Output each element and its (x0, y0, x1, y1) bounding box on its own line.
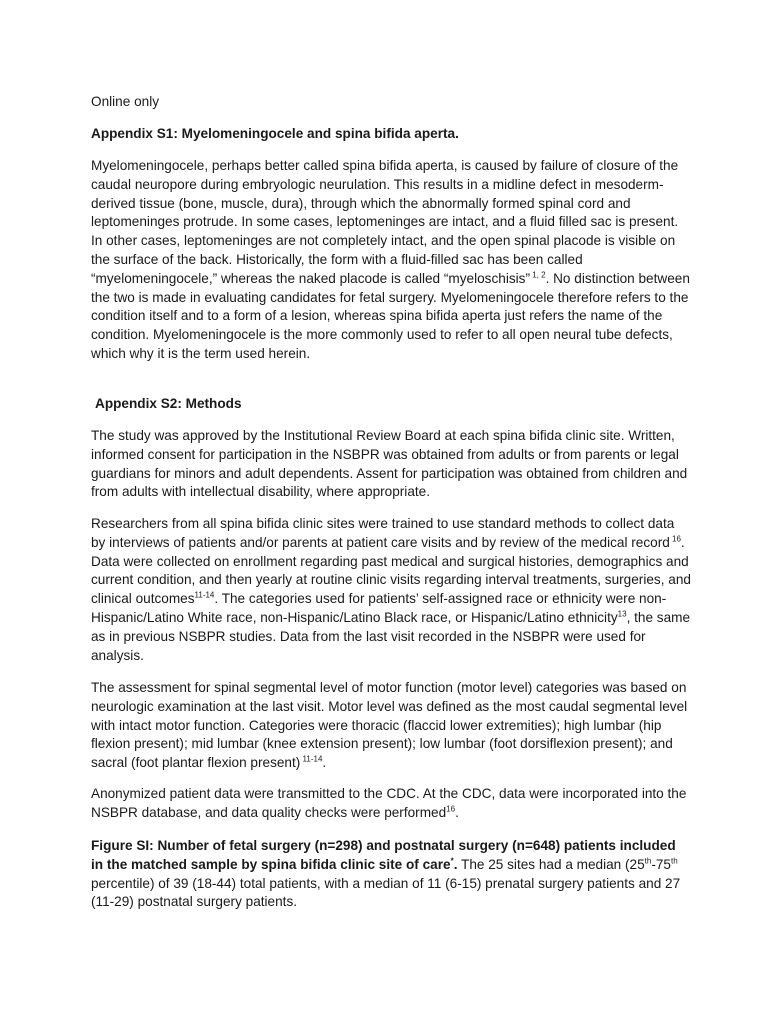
s2-paragraph-3 (91, 679, 691, 773)
s2-p2-ref2: 11-14 (194, 590, 215, 600)
s1-text-a: Myelomeningocele, perhaps better called spina bifida aperta, is caused by failure of closure of the caudal neuropore during embryologic neurulation. This results in a midline defect in mesoderm-derived tissue (bone, muscle, dura), through which the abnormally formed spinal cord and leptomeninges protrude. In some cases, leptomeninges are intact, and a fluid filled sac is present. In other cases, leptomeninges are not completely intact, and the open spinal placode is visible on the surface of the back. Historically, the form with a fluid-filled sac has been called “myelomeningocele,” whereas the naked placode is called “myeloschisis” (91, 158, 679, 286)
s2-p3-text (91, 679, 691, 773)
s1-paragraph-text (91, 157, 691, 364)
appendix-s1-paragraph (91, 157, 691, 364)
s2-p4-ref: 16 (446, 804, 456, 814)
s2-paragraph-4 (91, 785, 691, 823)
appendix-s1-heading (91, 125, 691, 144)
s2-p2-ref1: 16 (669, 534, 681, 544)
s2-paragraph-1 (91, 427, 691, 502)
figure-caption (91, 837, 691, 912)
figure-sup-1: th (644, 856, 652, 866)
s2-p2-c: . The categories used for patients’ self-assigned race or ethnicity were non-Hispanic/Latino White race, non-Hispanic/Latino Black race, or Hispanic/Latino ethnicity (91, 591, 667, 625)
s2-p4-b: . (455, 804, 459, 820)
appendix-s2-heading (95, 395, 695, 414)
figure-title-asterisk: * (450, 856, 454, 866)
s2-p2-a: Researchers from all spina bifida clinic sites were trained to use standard methods to collect data by interviews of patients and/or parents at patient care visits and by review of the medical record (91, 516, 675, 550)
s2-p3-ref: 11-14 (300, 754, 323, 764)
appendix-s1-title: Appendix S1: Myelomeningocele and spina bifida aperta. (91, 126, 459, 141)
s2-p2-b: . Data were collected on enrollment regarding past medical and surgical histories, demographics and current condition, and then yearly at routine clinic visits regarding interval treatments, surgeries, and clinical outcomes (91, 534, 691, 607)
appendix-s2-title: Appendix S2: Methods (95, 396, 242, 411)
s2-p2-ref3: 13 (617, 609, 627, 619)
figure-title: Figure SI: Number of fetal surgery (n=298) and postnatal surgery (n=648) patients included in the matched sample by spina bifida clinic site of care (91, 838, 676, 872)
s2-p4-text (91, 785, 691, 823)
s2-paragraph-2 (91, 515, 691, 665)
s1-text-b: . No distinction between the two is made in evaluating candidates for fetal surgery. Myelomeningocele therefore refers to the condition itself and to a form of a lesion, whereas spina bifida aperta just refers the name of the condition. Myelomeningocele is the more commonly used to refer to all open neural tube defects, which why it is the term used herein. (91, 270, 690, 361)
s2-p3-b: . (322, 755, 327, 771)
online-only-label (91, 93, 691, 112)
figure-title-period: . (453, 856, 458, 872)
s2-p2-text (91, 515, 691, 665)
figure-text-c: percentile) of 39 (18-44) total patients, with a median of 11 (6-15) prenatal surgery patients and 27 (11-29) postnatal surgery patients. (91, 875, 681, 910)
s2-p3-a: The assessment for spinal segmental level of motor function (motor level) categories was based on neurologic examination at the last visit. Motor level was defined as the most caudal segmental level with intact motor function. Categories were thoracic (flaccid lower extremities); high lumbar (hip flexion present); mid lumbar (knee extension present); low lumbar (foot dorsiflexion present); and sacral (foot plantar flexion present) (91, 680, 688, 771)
figure-sup-2: th (671, 856, 678, 866)
s2-p4-a: Anonymized patient data were transmitted to the CDC. At the CDC, data were incorporated into the NSBPR database, and data quality checks were performed (91, 786, 687, 820)
figure-text-a: The 25 sites had a median (25 (457, 856, 645, 872)
s1-ref: 1, 2 (529, 270, 546, 280)
s2-p2-d: , the same as in previous NSBPR studies. Data from the last visit recorded in the NSBPR were used for analysis. (91, 609, 691, 663)
figure-text-b: -75 (651, 856, 671, 872)
online-only-text: Online only (91, 94, 160, 109)
figure-caption-text (91, 837, 691, 912)
s2-p1-text: The study was approved by the Institutional Review Board at each spina bifida clinic site. Written, informed consent for participation in the NSBPR was obtained from adults or from parents or legal guardians for minors and adult dependents. Assent for participation was obtained from children and from adults with intellectual disability, where appropriate. (91, 428, 688, 500)
